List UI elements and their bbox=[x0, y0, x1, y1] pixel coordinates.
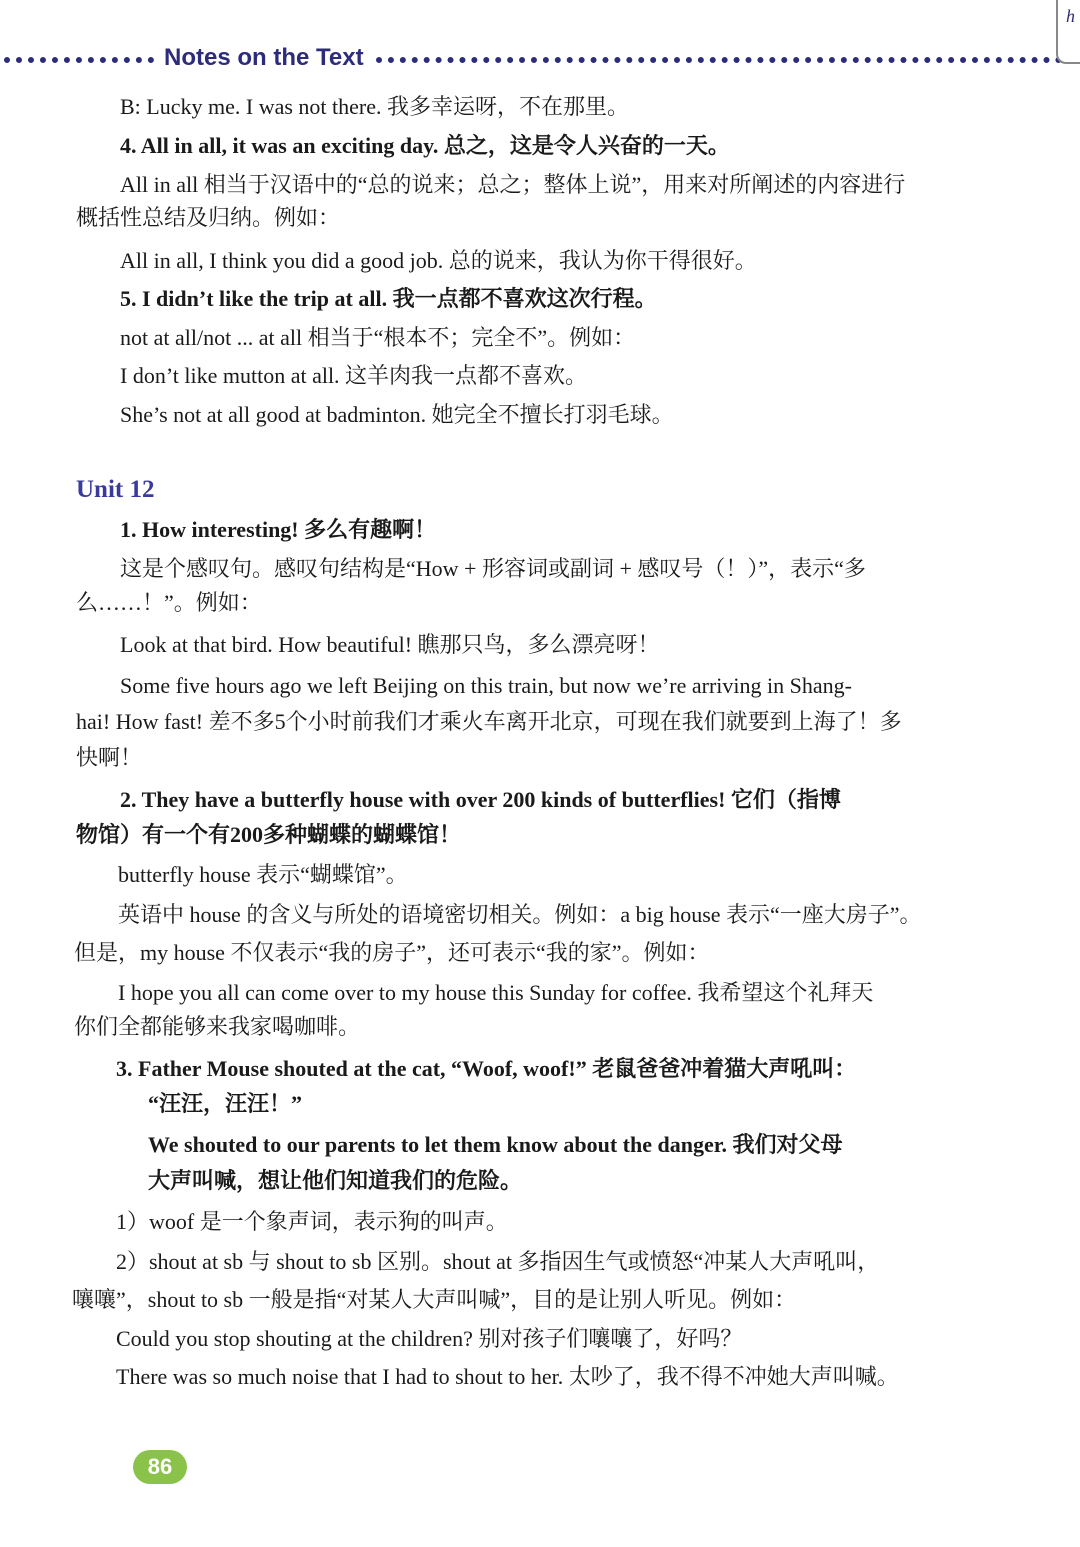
text-line: We shouted to our parents to let them know about the danger. 我们对父母 bbox=[148, 1132, 843, 1157]
header-title: Notes on the Text bbox=[164, 44, 364, 71]
header-dots-right bbox=[376, 57, 1062, 63]
chapter-tab-letter: h bbox=[1066, 6, 1075, 26]
header-dots-left bbox=[4, 57, 154, 63]
text-line: 嚷嚷”，shout to sb 一般是指“对某人大声叫喊”，目的是让别人听见。例如： bbox=[72, 1287, 797, 1312]
text-line: butterfly house 表示“蝴蝶馆”。 bbox=[118, 862, 408, 887]
text-line: 3. Father Mouse shouted at the cat, “Woof, woof!” 老鼠爸爸冲着猫大声吼叫： bbox=[116, 1056, 857, 1081]
running-header bbox=[0, 36, 1080, 80]
text-line: 5. I didn’t like the trip at all. 我一点都不喜欢这次行程。 bbox=[120, 286, 657, 311]
text-line: 2）shout at sb 与 shout to sb 区别。shout at 多指因生气或愤怒“冲某人大声吼叫， bbox=[116, 1249, 880, 1274]
text-line: Could you stop shouting at the children? 别对孩子们嚷嚷了，好吗？ bbox=[116, 1326, 743, 1351]
text-line: Some five hours ago we left Beijing on this train, but now we’re arriving in Shang- bbox=[120, 673, 852, 698]
text-line: There was so much noise that I had to shout to her. 太吵了，我不得不冲她大声叫喊。 bbox=[116, 1364, 899, 1389]
text-line: 物馆）有一个有200多种蝴蝶的蝴蝶馆！ bbox=[76, 822, 462, 847]
text-line: “汪汪，汪汪！” bbox=[148, 1091, 303, 1116]
text-line: 你们全都能够来我家喝咖啡。 bbox=[74, 1014, 361, 1039]
text-line: 但是，my house 不仅表示“我的房子”，还可表示“我的家”。例如： bbox=[74, 940, 710, 965]
text-line: 2. They have a butterfly house with over 200 kinds of butterflies! 它们（指博 bbox=[120, 787, 841, 812]
text-line: 4. All in all, it was an exciting day. 总之，这是令人兴奋的一天。 bbox=[120, 133, 730, 158]
text-line: 么……！”。例如： bbox=[76, 590, 262, 615]
text-line: 1）woof 是一个象声词，表示狗的叫声。 bbox=[116, 1209, 508, 1234]
text-line: 这是个感叹句。感叹句结构是“How + 形容词或副词 + 感叹号（！）”，表示“多 bbox=[120, 556, 866, 581]
page-number: 86 bbox=[133, 1450, 187, 1484]
text-line: Look at that bird. How beautiful! 瞧那只鸟，多么漂亮呀！ bbox=[120, 632, 660, 657]
text-line: I hope you all can come over to my house this Sunday for coffee. 我希望这个礼拜天 bbox=[118, 980, 874, 1005]
text-line: hai! How fast! 差不多5个小时前我们才乘火车离开北京，可现在我们就要到上海了！多 bbox=[76, 709, 902, 734]
text-line: All in all 相当于汉语中的“总的说来；总之；整体上说”，用来对所阐述的内容进行 bbox=[120, 172, 906, 197]
text-line: 概括性总结及归纳。例如： bbox=[76, 205, 341, 230]
text-line: All in all, I think you did a good job. 总的说来，我认为你干得很好。 bbox=[120, 248, 757, 273]
text-line: not at all/not ... at all 相当于“根本不；完全不”。例如： bbox=[120, 325, 636, 350]
text-line: She’s not at all good at badminton. 她完全不擅长打羽毛球。 bbox=[120, 402, 674, 427]
text-line: 1. How interesting! 多么有趣啊！ bbox=[120, 517, 437, 542]
text-line: B: Lucky me. I was not there. 我多幸运呀，不在那里。 bbox=[120, 94, 629, 119]
text-line: 英语中 house 的含义与所处的语境密切相关。例如：a big house 表示“一座大房子”。 bbox=[118, 902, 922, 927]
text-line: 快啊！ bbox=[76, 745, 143, 770]
chapter-tab bbox=[1056, 0, 1080, 64]
text-line: 大声叫喊，想让他们知道我们的危险。 bbox=[148, 1168, 523, 1193]
unit-title: Unit 12 bbox=[76, 476, 155, 503]
text-line: I don’t like mutton at all. 这羊肉我一点都不喜欢。 bbox=[120, 363, 588, 388]
